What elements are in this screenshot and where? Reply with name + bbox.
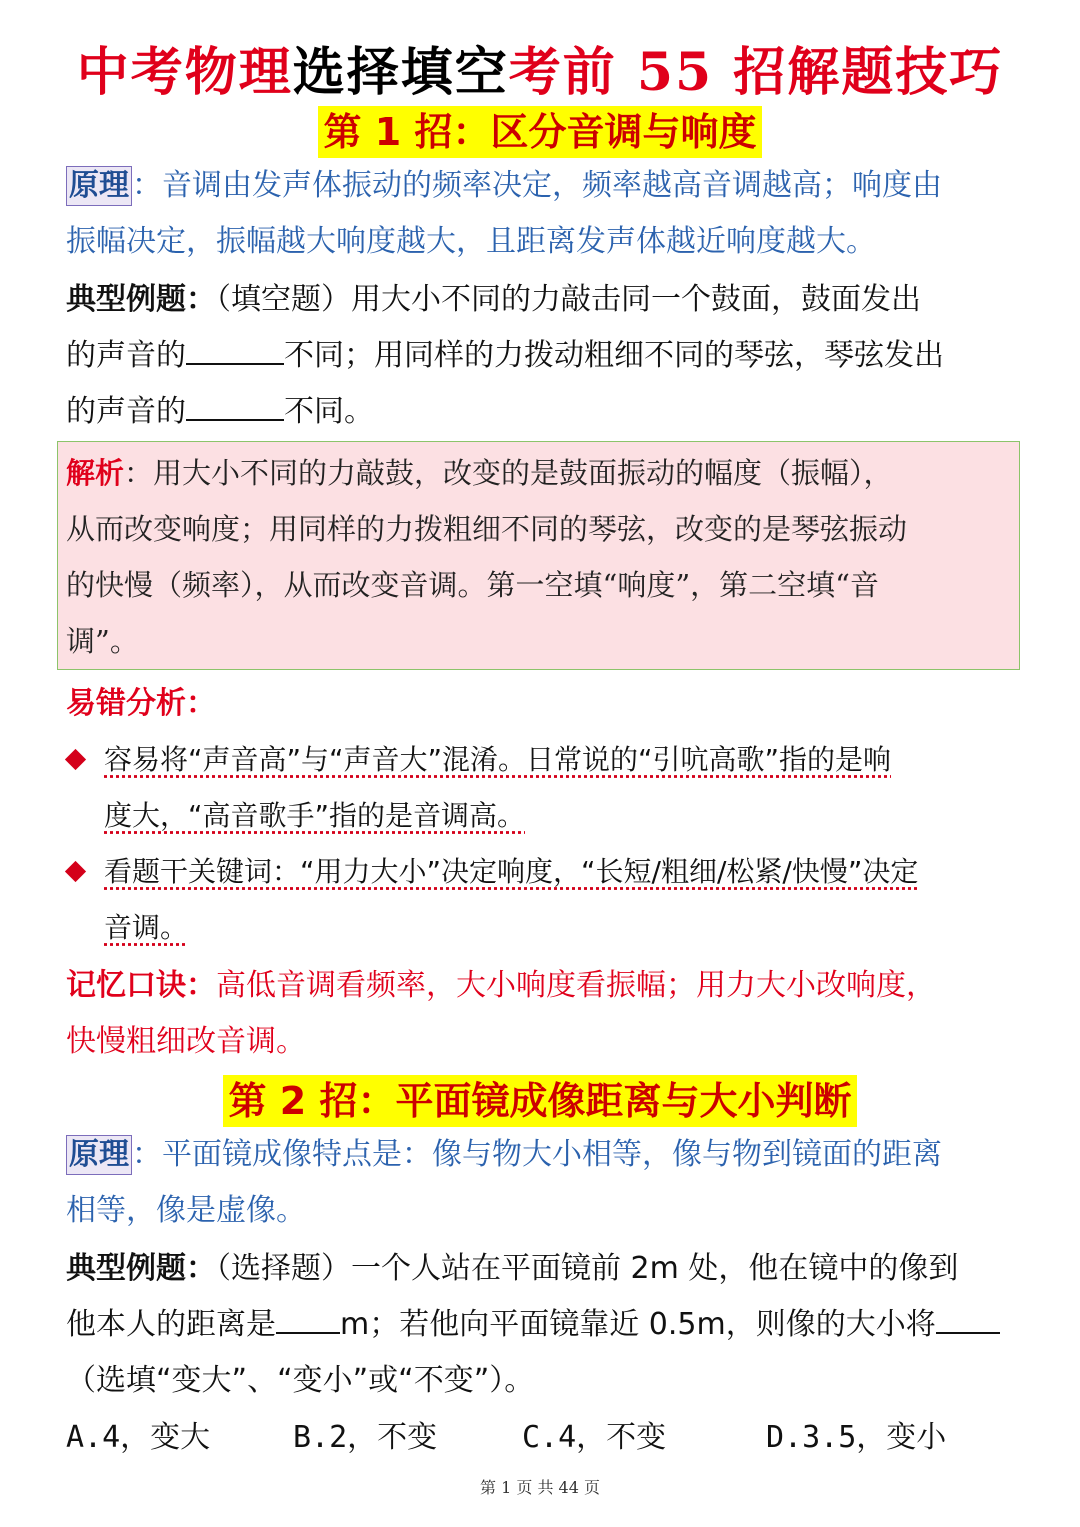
example-text-3a: 的声音的 (66, 394, 186, 429)
example-2-text-2b: m；若他向平面镜靠近 0.5m，则像的大小将 (340, 1307, 936, 1342)
option-c[interactable]: C.4，不变 (522, 1420, 667, 1455)
section-2-principle-line-1 (66, 1127, 1026, 1183)
example-text-2a: 的声音的 (66, 338, 186, 373)
mistake-heading (66, 676, 1026, 732)
example-label: 典型例题： (66, 1251, 216, 1286)
section-2-example-line-2 (66, 1297, 1026, 1353)
example-2-text-1: （选择题）一个人站在平面镜前 2m 处，他在镜中的像到 (216, 1251, 959, 1286)
analysis-line-3: 的快慢（频率），从而改变音调。第一空填“响度”，第二空填“音 (66, 568, 879, 602)
analysis-line-1 (66, 445, 1016, 502)
mistake-1-line-2 (104, 788, 1024, 844)
example-text-1: （填空题）用大小不同的力敲击同一个鼓面，鼓面发出 (216, 282, 921, 317)
title-part-2: 选择填空 (292, 42, 509, 103)
answer-blank-1[interactable] (186, 335, 284, 365)
section-2-heading-text: 第 2 招：平面镜成像距离与大小判断 (223, 1075, 858, 1127)
answer-blank-2[interactable] (186, 391, 284, 421)
memo-text-1: 高低音调看频率，大小响度看振幅；用力大小改响度， (216, 968, 936, 1003)
title-part-3: 考前 55 招解题技巧 (508, 42, 1004, 103)
section-1-heading (0, 106, 1080, 158)
memo-label: 记忆口诀： (66, 968, 216, 1003)
example-2-text-2a: 他本人的距离是 (66, 1307, 276, 1342)
example-text-2b: 不同；用同样的力拨动粗细不同的琴弦，琴弦发出 (284, 338, 944, 373)
title-part-1: 中考物理 (76, 42, 293, 103)
principle-text-1: ：音调由发声体振动的频率决定，频率越高音调越高；响度由 (132, 168, 942, 203)
principle-tag: 原理 (66, 1135, 132, 1175)
section-2-principle-line-2: 相等，像是虚像。 (66, 1193, 306, 1228)
analysis-label: 解析 (66, 456, 125, 490)
section-1-principle-line-1 (66, 158, 1026, 214)
mistake-1-line-1 (104, 732, 1024, 788)
diamond-bullet-icon (66, 862, 86, 882)
option-b[interactable]: B.2，不变 (293, 1420, 438, 1455)
option-a[interactable]: A.4，变大 (66, 1420, 211, 1455)
document-title (0, 30, 1080, 105)
mistake-1-text-2: 度大，“高音歌手”指的是音调高。 (104, 799, 526, 832)
mistake-2-text-2: 音调。 (104, 911, 189, 944)
principle-text-2-1: ：平面镜成像特点是：像与物大小相等，像与物到镜面的距离 (132, 1137, 942, 1172)
section-1-example-line-2 (66, 328, 1026, 384)
mistake-2-text-1: 看题干关键词：“用力大小”决定响度，“长短/粗细/松紧/快慢”决定 (104, 855, 919, 888)
section-2-heading (0, 1075, 1080, 1127)
analysis-line-2: 从而改变响度；用同样的力拨粗细不同的琴弦，改变的是琴弦振动 (66, 512, 908, 546)
example-label: 典型例题： (66, 282, 216, 317)
analysis-text-1: ：用大小不同的力敲鼓，改变的是鼓面振动的幅度（振幅）， (124, 456, 893, 490)
mistake-1-text-1: 容易将“声音高”与“声音大”混淆。日常说的“引吭高歌”指的是响 (104, 743, 892, 776)
section-1-principle-line-2: 振幅决定，振幅越大响度越大，且距离发声体越近响度越大。 (66, 224, 876, 259)
answer-blank-4[interactable] (936, 1304, 1000, 1334)
section-1-example-line-3 (66, 384, 1026, 440)
mistake-2-line-1 (104, 844, 1024, 900)
section-1-example-line-1 (66, 272, 1026, 328)
section-2-example-line-1 (66, 1241, 1026, 1297)
principle-tag: 原理 (66, 166, 132, 206)
page-footer: 第 1 页 共 44 页 (480, 1478, 600, 1497)
memo-line-2: 快慢粗细改音调。 (66, 1024, 306, 1059)
answer-blank-3[interactable] (276, 1304, 340, 1334)
mistake-label: 易错分析： (66, 686, 216, 721)
example-text-3b: 不同。 (284, 394, 374, 429)
memo-line-1 (66, 958, 1026, 1014)
mistake-2-line-2 (104, 900, 1024, 956)
option-d[interactable]: D.3.5，变小 (766, 1420, 947, 1455)
section-1-heading-text: 第 1 招：区分音调与响度 (318, 106, 763, 158)
diamond-bullet-icon (66, 750, 86, 770)
section-2-example-line-3: （选填“变大”、“变小”或“不变”）。 (66, 1363, 535, 1398)
analysis-line-4: 调”。 (66, 624, 139, 658)
